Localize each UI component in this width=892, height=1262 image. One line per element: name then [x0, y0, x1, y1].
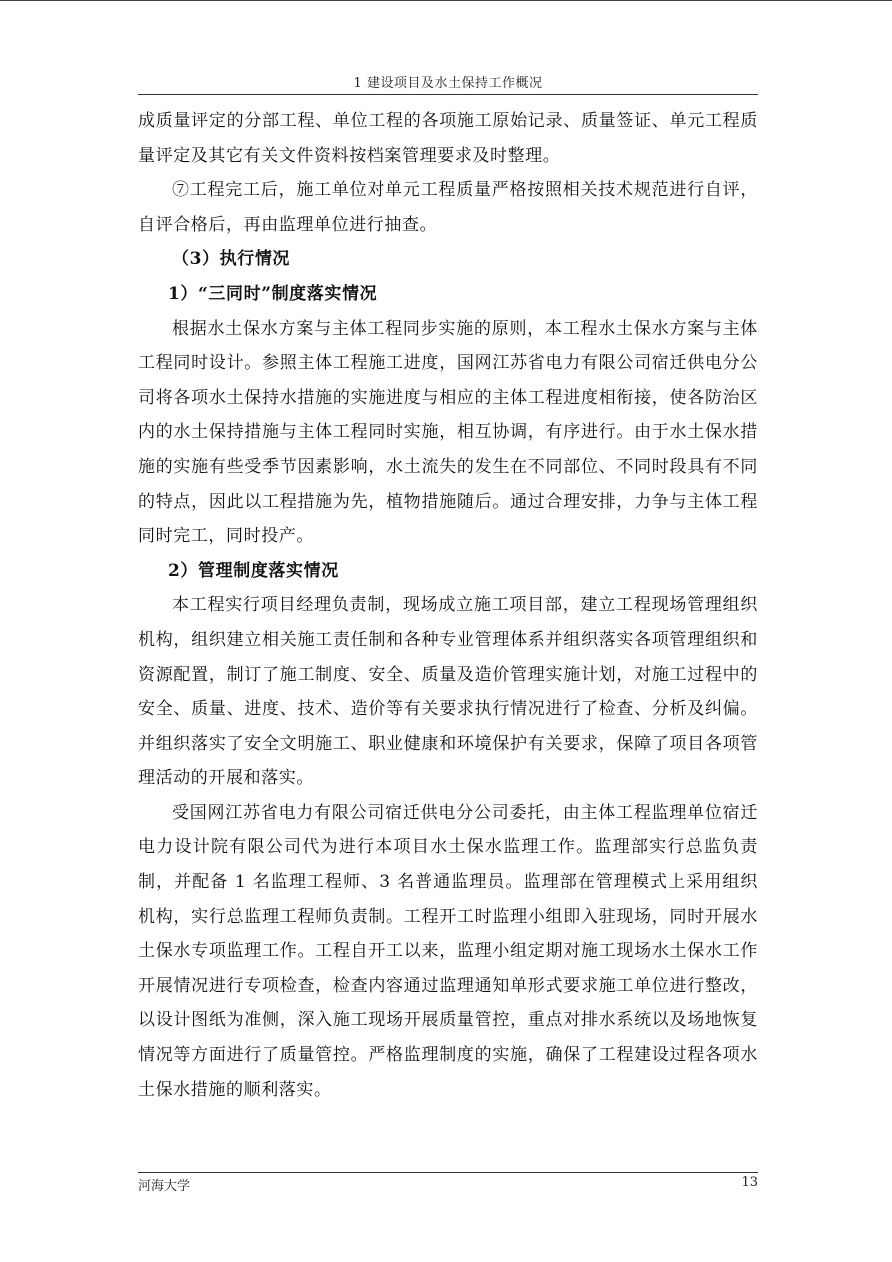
top-border-line: [0, 0, 892, 1]
running-header: 1 建设项目及水土保持工作概况: [353, 76, 543, 91]
paragraph-three-simultaneous: 根据水土保水方案与主体工程同步实施的原则，本工程水土保水方案与主体工程同时设计。参照主体工程施工进度，国网江苏省电力有限公司宿迁供电分公司将各项水土保持水措施的实施进度与相应的主体工程进度相衔接，使各防治区内的水土保持措施与主体工程同时实施，相互协调，有序进行。由于水土保水措施的实施有些受季节因素影响，水土流失的发生在不同部位、不同时段具有不同的特点，因此以工程措施为先，植物措施随后。通过合理安排，力争与主体工程同时完工，同时投产。: [138, 318, 758, 547]
paragraph-supervision: 受国网江苏省电力有限公司宿迁供电分公司委托，由主体工程监理单位宿迁电力设计院有限公司代为进行本项目水土保水监理工作。监理部实行总监负责制，并配备 1 名监理工程师、3 名普通监理员。监理部在管理模式上采用组织机构，实行总监理工程师负责制。工程开工时监理小组即入驻现场，同时开展水土保水专项监理工作。工程自开工以来，监理小组定期对施工现场水土保水工作开展情况进行专项检查，检查内容通过监理通知单形式要求施工单位进行整改，以设计图纸为准侧，深入施工现场开展质量管控，重点对排水系统以及场地恢复情况等方面进行了质量管控。严格监理制度的实施，确保了工程建设过程各项水土保水措施的顺利落实。: [138, 802, 758, 1100]
subsection-heading-management: 2）管理制度落实情况: [168, 560, 339, 581]
page-number: 13: [741, 1175, 758, 1190]
footer-divider: [138, 1172, 758, 1173]
footer-institution: 河海大学: [138, 1179, 191, 1194]
paragraph-item-7: ⑦工程完工后，施工单位对单元工程质量严格按照相关技术规范进行自评，自评合格后，再由监理单位进行抽查。: [138, 180, 758, 235]
header-divider: [138, 94, 758, 95]
paragraph-continuation: 成质量评定的分部工程、单位工程的各项施工原始记录、质量签证、单元工程质量评定及其它有关文件资料按档案管理要求及时整理。: [138, 111, 758, 166]
page-body: [138, 104, 758, 1107]
section-heading-execution: （3）执行情况: [172, 249, 291, 270]
subsection-heading-three-simultaneous: 1）“三同时”制度落实情况: [168, 283, 378, 304]
paragraph-management: 本工程实行项目经理负责制，现场成立施工项目部，建立工程现场管理组织机构，组织建立相关施工责任制和各种专业管理体系并组织落实各项管理组织和资源配置，制订了施工制度、安全、质量及造价管理实施计划，对施工过程中的安全、质量、进度、技术、造价等有关要求执行情况进行了检查、分析及纠偏。并组织落实了安全文明施工、职业健康和环境保护有关要求，保障了项目各项管理活动的开展和落实。: [138, 595, 758, 789]
